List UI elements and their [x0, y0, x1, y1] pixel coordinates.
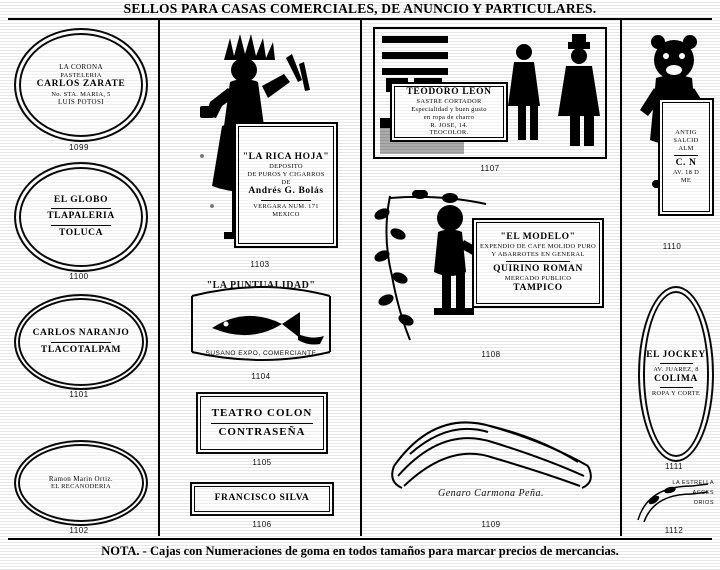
stamp-caption-1111: 1111 [664, 462, 683, 471]
stamp-line: Andrés G. Bolás [248, 186, 324, 197]
stamp-1107[interactable] [372, 26, 608, 160]
stamp-line: Y ABARROTES EN GENERAL [491, 250, 585, 258]
stamp-line: TLAPALERIA [47, 211, 115, 222]
stamp-line: LA CORONA [59, 63, 103, 72]
stamp-line: CONTRASEÑA [218, 425, 306, 438]
stamp-line: EL GLOBO [53, 194, 109, 205]
stamp-line: TLACOTALPAM [40, 344, 122, 355]
stamp-line: en ropa de charro [423, 113, 475, 121]
bottom-rule [8, 538, 712, 540]
stamp-line: ALM [678, 144, 694, 152]
stamp-1102[interactable] [14, 440, 144, 522]
stamp-line: Ramon Marin Ortiz. [48, 475, 114, 484]
stamp-caption-1107: 1107 [480, 164, 500, 173]
stamp-line: ANTIG [675, 129, 697, 137]
stamp-line: TEODORO LEON [406, 86, 492, 97]
stamp-1105[interactable] [196, 392, 328, 454]
stamp-line: MERCADO PUBLICO [504, 275, 572, 283]
stamp-1100[interactable] [14, 162, 144, 268]
stamp-line: ORIOS [693, 500, 714, 506]
bottle-label-1103 [234, 122, 338, 248]
footer-note: NOTA. - Cajas con Numeraciones de goma en todos tamaños para marcar precios de mercancias. [101, 544, 619, 558]
stamp-caption-1099: 1099 [69, 143, 89, 152]
stamp-line: EL RECANODERIA [50, 483, 112, 491]
stamp-line: ROPA Y CORTE [651, 390, 701, 398]
stamp-1103[interactable] [172, 26, 348, 258]
stamp-line: Especialidad y buen gusto [411, 106, 487, 113]
oval-frame [14, 294, 148, 390]
stamp-1099[interactable] [14, 28, 144, 138]
stamp-line: ACCES [692, 490, 714, 496]
stamp-line: CARLOS NARANJO [32, 328, 130, 339]
oval-frame [14, 162, 148, 272]
stamp-caption-1108: 1108 [481, 350, 501, 359]
stamp-caption-1103: 1103 [250, 260, 270, 269]
stamp-caption-1104: 1104 [251, 372, 271, 381]
bear-label-1110 [658, 98, 714, 216]
stamp-line: "LA PUNTUALIDAD" [206, 280, 316, 291]
stamp-line: "EL MODELO" [500, 231, 576, 242]
stamp-line: SUSANO EXPO, COMERCIANTE [205, 350, 317, 357]
stamp-line: FRANCISCO SILVA [214, 493, 310, 504]
stamp-1111[interactable] [638, 286, 710, 458]
column-divider-3 [620, 20, 622, 536]
stamp-line: TAMPICO [513, 282, 563, 293]
column-divider-1 [158, 20, 160, 536]
stamp-1112[interactable] [634, 480, 714, 524]
stamp-line: PASTELERIA [60, 71, 102, 79]
stamp-line: TEATRO COLON [211, 407, 313, 420]
stamp-line: COLIMA [654, 374, 698, 384]
stamp-line: ME [680, 176, 692, 184]
stamp-line: TEOCOLOR. [429, 129, 469, 137]
stamp-line: DE PUROS Y CIGARROS [247, 170, 325, 178]
stamp-caption-1106: 1106 [252, 520, 272, 529]
stamp-line: No. STA. MARIA, 5 [51, 90, 111, 98]
stamp-caption-1109: 1109 [481, 520, 501, 529]
stamp-line: DE [281, 178, 291, 186]
oval-frame [14, 440, 148, 526]
stamp-caption-1102: 1102 [69, 526, 89, 535]
stamp-line: SALCID [673, 137, 699, 145]
stamp-line: "LA RICA HOJA" [242, 151, 330, 162]
stamp-line: LA ESTRELLA [672, 480, 714, 486]
stamp-line: TOLUCA [58, 227, 104, 238]
modelo-label-1108 [472, 218, 604, 308]
stamp-line: CARLOS ZARATE [36, 79, 126, 90]
stamp-1110[interactable] [630, 26, 714, 238]
stamp-line: LUIS POTOSI [57, 98, 105, 107]
stamp-caption-1105: 1105 [252, 458, 272, 467]
page-title: SELLOS PARA CASAS COMERCIALES, DE ANUNCIO Y PARTICULARES. [123, 1, 597, 16]
stamp-line: Genaro Carmona Peña. [437, 488, 544, 499]
stamp-1101[interactable] [14, 294, 144, 386]
stamp-line: EXPENDIO DE CAFE MOLIDO PURO [479, 243, 596, 251]
stamp-line: QUIRINO ROMAN [493, 263, 583, 274]
stamp-line: MEXICO [272, 210, 300, 218]
oval-frame [638, 286, 714, 462]
stamp-line: C. N [675, 157, 697, 168]
tailor-label-1107 [390, 82, 508, 142]
stamp-1104[interactable] [186, 276, 336, 368]
stamp-line: SASTRE CORTADOR [416, 98, 482, 106]
stamp-line: DEPOSITO [269, 163, 303, 170]
rect-frame [190, 482, 334, 516]
rect-frame [196, 392, 328, 454]
stamp-line: R. JOSE, 14. [430, 121, 468, 129]
stamp-line: EL JOCKEY [646, 349, 706, 360]
oval-frame [14, 28, 148, 142]
stamp-caption-1112: 1112 [664, 526, 684, 535]
stamp-caption-1101: 1101 [69, 390, 89, 399]
stamp-1106[interactable] [190, 482, 334, 516]
stamp-line: AV. 18 D [672, 169, 700, 177]
stamp-caption-1100: 1100 [69, 272, 89, 281]
stamp-1108[interactable] [372, 190, 610, 346]
stamp-1109[interactable] [380, 396, 602, 516]
stamp-caption-1110: 1110 [662, 242, 682, 251]
stamp-line: VERGARA NUM. 171 [253, 202, 319, 210]
column-divider-2 [360, 20, 362, 536]
stamp-line: AV. JUAREZ, 8 [653, 366, 699, 374]
